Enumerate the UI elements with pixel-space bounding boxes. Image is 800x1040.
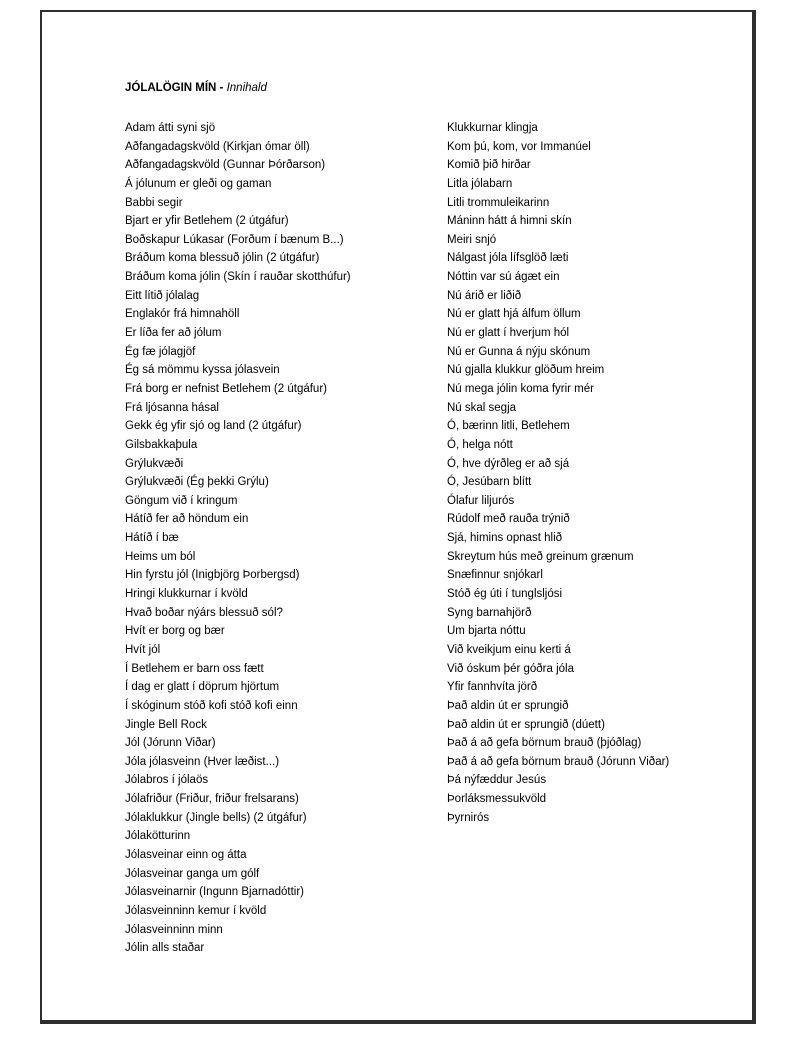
song-title: Jólasveinninn kemur í kvöld xyxy=(125,904,267,917)
song-title: Ó, helga nótt xyxy=(447,438,513,451)
song-title: Hvít er borg og bær xyxy=(125,625,225,638)
song-title: Nálgast jóla lífsglöð læti xyxy=(447,252,569,265)
song-title: Jólaklukkur (Jingle bells) (2 útgáfur) xyxy=(125,811,307,824)
song-title: Litli trommuleikarinn xyxy=(447,196,550,209)
song-title: Bráðum koma jólin (Skín í rauðar skotthúfur) xyxy=(125,271,351,284)
song-title: Litla jólabarn xyxy=(447,177,513,190)
song-title: Nú gjalla klukkur glöðum hreim xyxy=(447,364,605,377)
song-title: Í Betlehem er barn oss fætt xyxy=(125,662,264,675)
song-title: Nú mega jólin koma fyrir mér xyxy=(447,382,594,395)
song-title: Meiri snjó xyxy=(447,233,497,246)
song-title: Ó, hve dýrðleg er að sjá xyxy=(447,457,570,470)
song-title: Um bjarta nóttu xyxy=(447,625,526,638)
song-title: Kom þú, kom, vor Immanúel xyxy=(447,140,591,153)
song-title: Klukkurnar klingja xyxy=(447,122,538,134)
title-main: JÓLALÖGIN MÍN - xyxy=(125,82,227,94)
song-title: Við kveikjum einu kerti á xyxy=(447,643,571,656)
song-title: Frá ljósanna hásal xyxy=(125,401,219,414)
song-title: Englakór frá himnahöll xyxy=(125,308,240,321)
song-title: Þorláksmessukvöld xyxy=(447,793,547,806)
song-title: Nú árið er liðið xyxy=(447,289,522,302)
song-title: Sjá, himins opnast hlið xyxy=(447,532,563,545)
song-title: Nú er glatt í hverjum hól xyxy=(447,327,570,340)
song-title: Heims um ból xyxy=(125,550,196,563)
song-title: Jólasveinninn minn xyxy=(125,923,223,936)
song-title: Aðfangadagskvöld (Kirkjan ómar öll) xyxy=(125,140,310,153)
song-title: Babbi segir xyxy=(125,196,183,209)
song-title: Jólabros í jólaös xyxy=(125,774,209,787)
song-title: Jóla jólasveinn (Hver læðist...) xyxy=(125,755,280,768)
song-title: Ó, bærinn litli, Betlehem xyxy=(447,420,570,433)
song-title: Hvað boðar nýárs blessuð sól? xyxy=(125,606,283,619)
song-title: Ég fæ jólagjöf xyxy=(125,345,196,358)
song-title: Jólin alls staðar xyxy=(125,942,205,955)
song-title: Grýlukvæði (Ég þekki Grýlu) xyxy=(125,476,269,489)
song-title: Hátíð í bæ xyxy=(125,532,179,545)
song-title: Komið þið hirðar xyxy=(447,159,531,172)
song-title: Í skóginum stóð kofi stóð kofi einn xyxy=(125,699,298,712)
title-subtitle: Innihald xyxy=(226,82,267,94)
song-title: Syng barnahjörð xyxy=(447,606,532,619)
song-title: Snæfinnur snjókarl xyxy=(447,569,543,582)
document-page xyxy=(40,10,756,1024)
song-title: Jingle Bell Rock xyxy=(125,718,207,731)
page-title xyxy=(125,82,267,94)
song-title: Nú er Gunna á nýju skónum xyxy=(447,345,591,358)
song-title: Þá nýfæddur Jesús xyxy=(447,774,547,787)
song-title: Jólasveinar ganga um gólf xyxy=(125,867,260,880)
song-title: Adam átti syni sjö xyxy=(125,122,216,134)
song-list-right xyxy=(447,119,669,827)
song-title: Jólasveinar einn og átta xyxy=(125,848,247,861)
song-title: Þyrnirós xyxy=(447,811,490,824)
song-title: Ó, Jesúbarn blítt xyxy=(447,476,532,489)
song-title: Á jólunum er gleði og gaman xyxy=(125,177,272,190)
song-title: Yfir fannhvíta jörð xyxy=(447,681,538,694)
song-title: Gekk ég yfir sjó og land (2 útgáfur) xyxy=(125,420,302,433)
song-title: Eitt lítið jólalag xyxy=(125,289,200,302)
song-title: Göngum við í kringum xyxy=(125,494,238,507)
song-title: Frá borg er nefnist Betlehem (2 útgáfur) xyxy=(125,382,327,395)
song-title: Jól (Jórunn Viðar) xyxy=(125,737,216,750)
song-title: Í dag er glatt í döprum hjörtum xyxy=(125,681,280,694)
song-title: Er líða fer að jólum xyxy=(125,327,222,340)
song-title: Nú er glatt hjá álfum öllum xyxy=(447,308,581,321)
song-title: Við óskum þér góðra jóla xyxy=(447,662,574,675)
song-title: Skreytum hús með greinum grænum xyxy=(447,550,634,563)
song-title: Hátíð fer að höndum ein xyxy=(125,513,249,526)
song-title: Boðskapur Lúkasar (Forðum í bænum B...) xyxy=(125,233,344,246)
song-title: Ég sá mömmu kyssa jólasvein xyxy=(125,364,280,377)
song-list-left xyxy=(125,119,351,958)
song-title: Hvít jól xyxy=(125,643,161,656)
song-title: Það aldin út er sprungið (dúett) xyxy=(447,718,605,731)
song-title: Hringi klukkurnar í kvöld xyxy=(125,588,248,601)
song-title: Það á að gefa börnum brauð (þjóðlag) xyxy=(447,737,642,750)
song-title: Stóð ég úti í tunglsljósi xyxy=(447,588,563,601)
song-title: Nú skal segja xyxy=(447,401,517,414)
song-title: Bjart er yfir Betlehem (2 útgáfur) xyxy=(125,215,289,228)
song-title: Hin fyrstu jól (Inigbjörg Þorbergsd) xyxy=(125,569,300,582)
song-title: Ólafur liljurós xyxy=(447,494,515,507)
song-title: Nóttin var sú ágæt ein xyxy=(447,271,560,284)
song-title: Jólafriður (Friður, friður frelsarans) xyxy=(125,793,299,806)
song-title: Gilsbakkaþula xyxy=(125,438,198,451)
song-title: Bráðum koma blessuð jólin (2 útgáfur) xyxy=(125,252,320,265)
song-title: Rúdolf með rauða trýnið xyxy=(447,513,570,526)
song-title: Máninn hátt á himni skín xyxy=(447,215,572,228)
song-title: Það á að gefa börnum brauð (Jórunn Viðar) xyxy=(447,755,670,768)
song-title: Jólasveinarnir (Ingunn Bjarnadóttir) xyxy=(125,886,304,899)
song-title: Aðfangadagskvöld (Gunnar Þórðarson) xyxy=(125,159,326,172)
song-title: Jólakötturinn xyxy=(125,830,191,843)
song-title: Það aldin út er sprungið xyxy=(447,699,569,712)
song-title: Grýlukvæði xyxy=(125,457,184,470)
